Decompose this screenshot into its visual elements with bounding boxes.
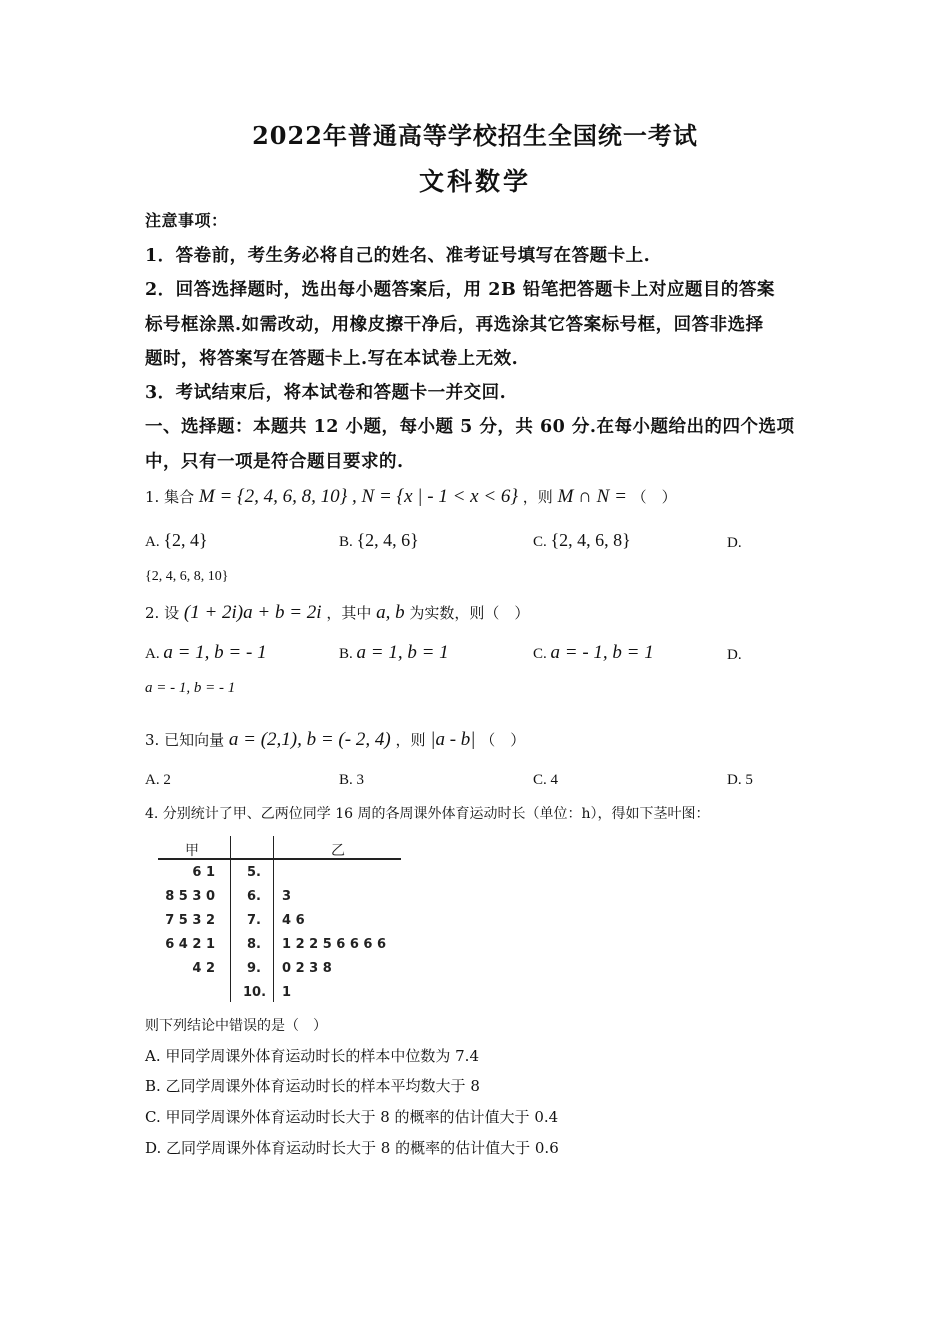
notice-item: 标号框涂黑.如需改动，用橡皮擦干净后，再选涂其它答案标号框，回答非选择 [145, 315, 764, 335]
q2-mid: ，其中 [326, 604, 372, 622]
q4-option-a: A. 甲同学周课外体育运动时长的样本中位数为 7.4 [145, 1047, 479, 1065]
option-label: B. [339, 646, 353, 662]
stem: 7. [247, 913, 261, 928]
q4-option-d: D. 乙同学周课外体育运动时长大于 8 的概率的估计值大于 0.6 [145, 1139, 559, 1157]
q2-option-c [533, 642, 654, 664]
option-value: a = - 1, b = 1 [550, 642, 654, 663]
exam-title: 2022年普通高等学校招生全国统一考试 [252, 121, 698, 150]
option-label: D. [727, 535, 742, 551]
q3-mid: ，则 [395, 731, 426, 749]
left-leaves: 4 2 [192, 961, 215, 976]
stem: 5. [247, 865, 261, 880]
q1-option-d [727, 535, 742, 552]
option-value: {2, 4} [163, 530, 208, 550]
header-left: 甲 [185, 843, 199, 859]
section-heading: 一、选择题：本题共 12 小题，每小题 5 分，共 60 分.在每小题给出的四个选项 [145, 417, 795, 437]
stem: 8. [247, 937, 261, 952]
option-label: B. [339, 534, 353, 550]
exam-subtitle: 文科数学 [418, 167, 531, 196]
q3-abs: |a - b| [430, 729, 476, 750]
left-leaves: 6 4 2 1 [165, 937, 215, 952]
q3-option-c: C. 4 [533, 772, 559, 788]
q2-option-d-value: a = - 1, b = - 1 [145, 680, 236, 696]
header-right: 乙 [331, 843, 345, 859]
q2-option-b [339, 642, 449, 664]
left-leaves: 6 1 [192, 865, 215, 880]
q1-suffix: ，则 [522, 488, 553, 506]
notice-item: 题时，将答案写在答题卡上.写在本试卷上无效. [145, 349, 519, 369]
stem: 10. [243, 985, 267, 1000]
option-value: a = 1, b = - 1 [163, 642, 267, 663]
q1-expr: M ∩ N = [557, 486, 627, 507]
q1-option-d-value: {2, 4, 6, 8, 10} [145, 569, 229, 584]
notice-item: 3．考试结束后，将本试卷和答题卡一并交回. [145, 383, 507, 403]
option-value: {2, 4, 6, 8} [550, 530, 631, 550]
q2-option-a [145, 642, 267, 664]
notice-item: 1．答卷前，考生务必将自己的姓名、准考证号填写在答题卡上. [145, 246, 651, 266]
q3-option-d: D. 5 [727, 772, 753, 788]
q3-vectors: a = (2,1), b = (- 2, 4) [228, 729, 391, 750]
stem: 9. [247, 961, 261, 976]
option-value: a = 1, b = 1 [356, 642, 449, 663]
option-label: A. [145, 646, 160, 662]
q2-option-d [727, 647, 742, 664]
right-leaves: 3 [282, 889, 292, 904]
right-leaves: 1 2 2 5 6 6 6 6 [282, 937, 387, 952]
right-leaves: 1 [282, 985, 292, 1000]
question-4: 4. 分别统计了甲、乙两位同学 16 周的各周课外体育运动时长（单位：h），得如下茎叶图： [145, 806, 710, 822]
divider-right [273, 836, 274, 1002]
q2-suffix: 为实数，则（ ） [409, 604, 530, 622]
left-leaves: 8 5 3 0 [165, 889, 215, 904]
q1-paren: （ ） [631, 488, 677, 506]
q1-prefix: 1. 集合 [145, 488, 195, 506]
q1-option-b [339, 530, 419, 551]
option-label: C. [533, 534, 547, 550]
notice-item: 2．回答选择题时，选出每小题答案后，用 2B 铅笔把答题卡上对应题目的答案 [145, 280, 775, 300]
q1-option-a [145, 530, 208, 551]
q1-set-m: M = {2, 4, 6, 8, 10} [198, 486, 348, 507]
stem: 6. [247, 889, 261, 904]
q2-vars: a, b [376, 602, 405, 623]
q4-option-b: B. 乙同学周课外体育运动时长的样本平均数大于 8 [145, 1077, 480, 1095]
q1-option-c [533, 530, 631, 551]
q1-set-n: , N = {x | - 1 < x < 6} [352, 486, 519, 507]
right-leaves: 0 2 3 8 [282, 961, 332, 976]
right-leaves: 4 6 [282, 913, 305, 928]
q3-option-a: A. 2 [145, 772, 171, 788]
stem-leaf-plot [155, 834, 405, 1006]
q2-prefix: 2. 设 [145, 604, 180, 622]
left-leaves: 7 5 3 2 [165, 913, 215, 928]
option-value: {2, 4, 6} [356, 530, 419, 550]
question-2 [145, 602, 529, 624]
q3-prefix: 3. 已知向量 [145, 731, 225, 749]
option-label: A. [145, 534, 160, 550]
option-label: C. [533, 646, 547, 662]
question-1 [145, 486, 677, 508]
option-label: D. [727, 647, 742, 663]
section-heading-cont: 中，只有一项是符合题目要求的. [145, 452, 404, 472]
q3-paren: （ ） [480, 731, 526, 749]
q4-question: 则下列结论中错误的是（ ） [145, 1018, 327, 1034]
divider-left [230, 836, 231, 1002]
q4-option-c: C. 甲同学周课外体育运动时长大于 8 的概率的估计值大于 0.4 [145, 1108, 559, 1126]
notice-heading: 注意事项： [145, 211, 228, 230]
q3-option-b: B. 3 [339, 772, 365, 788]
question-3 [145, 729, 525, 751]
q2-equation: (1 + 2i)a + b = 2i [183, 602, 322, 623]
